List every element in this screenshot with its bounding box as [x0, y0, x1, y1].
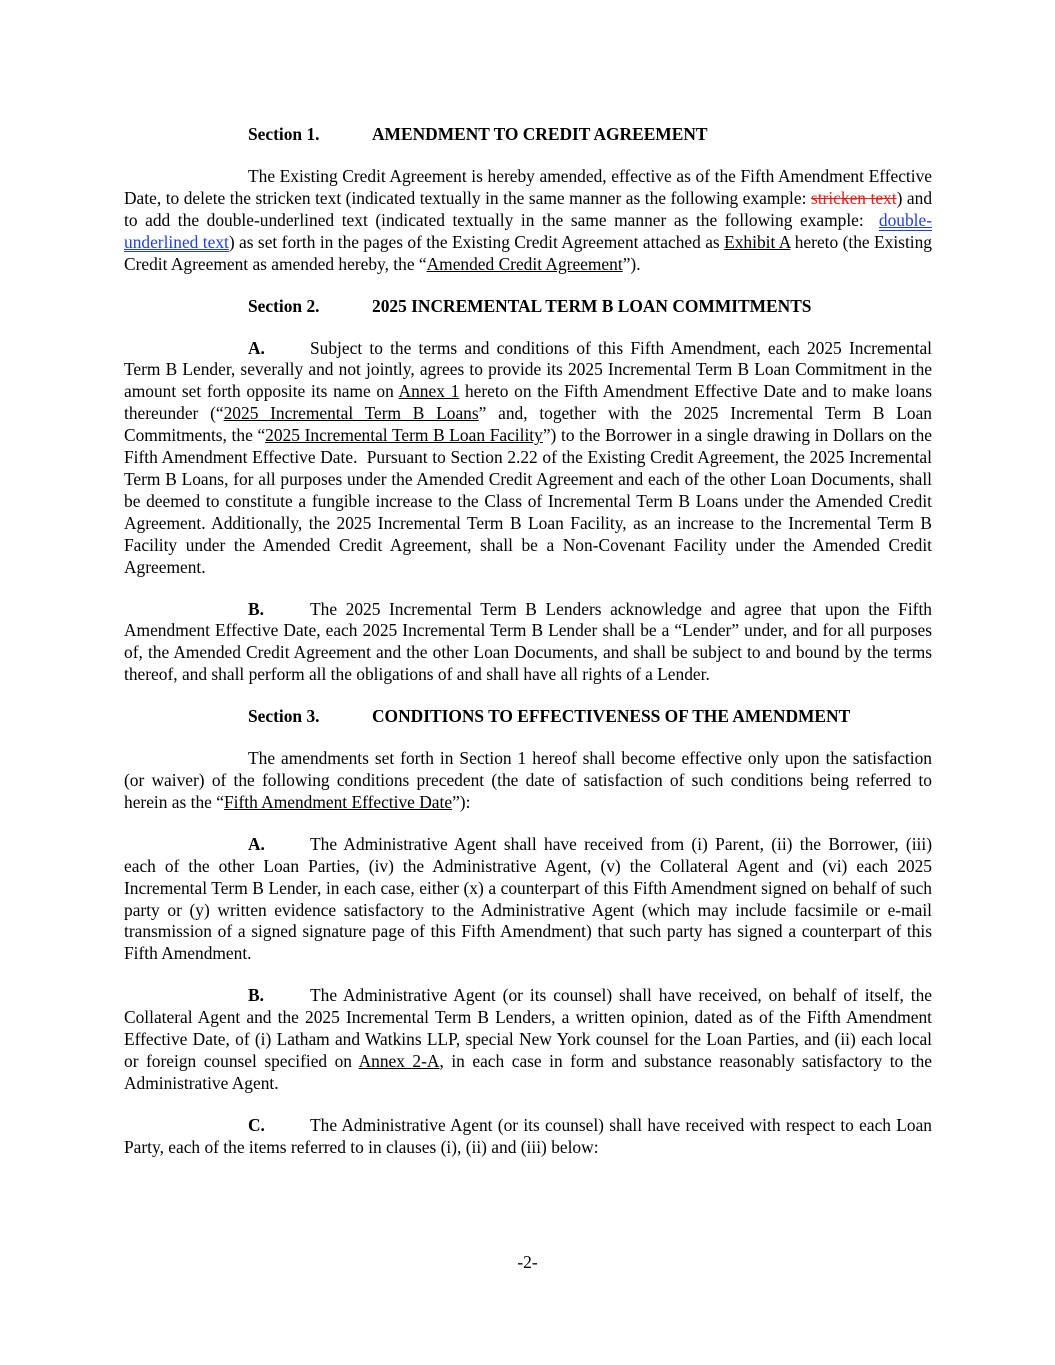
section-3c-text: The Administrative Agent (or its counsel) shall have received with respect to each Loan Party, each of the items referred to in clauses (i), (ii) and (iii) below:: [124, 1114, 932, 1157]
section-2a-text-4: ”) to the Borrower in a single drawing in Dollars on the Fifth Amendment Effective Date. Pursuant to Section 2.22 of the Existing Credit Agreement, the 2025 Incremental Term B Loans, for all purposes under the Amended Credit Agreement and each of the other Loan Documents, shall be deemed to constitute a fungible increase to the Class of Incremental Term B Loans under the Amended Credit Agreement. Additionally, the 2025 Incremental Term B Loan Facility, as an increase to the Incremental Term B Facility under the Amended Credit Agreement, shall be a Non-Covenant Facility under the Amended Credit Agreement.: [124, 425, 937, 577]
page-number: -2-: [517, 1252, 538, 1272]
section-1-text-1: The Existing Credit Agreement is hereby amended, effective as of the Fifth Amendment Effective Date, to delete the stricken text (indicated textually in the same manner as the following example:: [124, 166, 932, 208]
section-3-intro-text-1: The amendments set forth in Section 1 hereof shall become effective only upon the satisfaction (or waiver) of the following conditions precedent (the date of satisfaction of such conditions being referred to herein as the “: [124, 748, 932, 812]
section-2a-text-1: Subject to the terms and conditions of this Fifth Amendment, each 2025 Incremental Term B Lender, severally and not jointly, agrees to provide its 2025 Incremental Term B Loan Commitment in the amount set forth opposite its name on: [124, 337, 932, 402]
section-1-paragraph: [124, 166, 937, 276]
stricken-text-example: stricken text: [810, 187, 897, 208]
clause-label: A.: [248, 337, 265, 358]
section-2-clause-a: [124, 337, 937, 579]
section-3-clause-b: [124, 985, 932, 1095]
document-page: [124, 124, 937, 1159]
section-3-clause-a: [124, 834, 932, 965]
section-3b-text-2: , in each case in form and substance reasonably satisfactory to the Administrative Agent.: [124, 1051, 932, 1093]
incremental-term-b-loan-facility-term: 2025 Incremental Term B Loan Facility: [265, 425, 543, 446]
section-2b-text: The 2025 Incremental Term B Lenders acknowledge and agree that upon the Fifth Amendment Effective Date, each 2025 Incremental Term B Lender shall be a “Lender” under, and for all purposes of, the Amended Credit Agreement and the other Loan Documents, and shall be subject to and bound by the terms thereof, and shall perform all the obligations of and shall have all rights of a Lender.: [124, 598, 932, 685]
section-1-text-3: ) as set forth in the pages of the Existing Credit Agreement attached as: [228, 231, 725, 252]
section-1-number: Section 1.: [248, 124, 320, 144]
section-3b-text-1: The Administrative Agent (or its counsel) shall have received, on behalf of itself, the Collateral Agent and the 2025 Incremental Term B Lenders, a written opinion, dated as of the Fifth Amendment Effective Date, of (i) Latham and Watkins LLP, special New York counsel for the Loan Parties, and (ii) each local or foreign counsel specified on: [124, 985, 932, 1071]
section-1-text-5: ”).: [622, 253, 641, 274]
section-2a-text-2: hereto on the Fifth Amendment Effective Date and to make loans thereunder (“: [124, 381, 932, 424]
section-3-intro-text-2: ”):: [452, 791, 471, 812]
section-2-heading: [124, 296, 932, 318]
section-2-clause-b: [124, 599, 932, 687]
section-1-text-2: ) and to add the double-underlined text (indicated textually in the same manner as the following example:: [124, 187, 937, 230]
exhibit-a-reference: Exhibit A: [724, 231, 791, 252]
section-3-clause-c: [124, 1115, 932, 1159]
clause-label: B.: [248, 985, 264, 1006]
section-3-intro: [124, 748, 932, 814]
section-1-text-4: hereto (the Existing Credit Agreement as amended hereby, the “: [124, 231, 932, 274]
annex-1-reference: Annex 1: [398, 381, 460, 402]
amended-credit-agreement-term: Amended Credit Agreement: [426, 253, 623, 274]
section-1-title: AMENDMENT TO CREDIT AGREEMENT: [372, 124, 708, 144]
section-3a-text: The Administrative Agent shall have received from (i) Parent, (ii) the Borrower, (iii) each of the other Loan Parties, (iv) the Administrative Agent, (v) the Collateral Agent and (vi) each 2025 Incremental Term B Lender, in each case, either (x) a counterpart of this Fifth Amendment signed on behalf of such party or (y) written evidence satisfactory to the Administrative Agent (which may include facsimile or e-mail transmission of a signed signature page of this Fifth Amendment) that such party has signed a counterpart of this Fifth Amendment.: [124, 833, 932, 964]
fifth-amendment-effective-date-term: Fifth Amendment Effective Date: [223, 791, 453, 812]
annex-2a-reference: Annex 2-A: [358, 1051, 440, 1071]
clause-label: A.: [248, 833, 265, 854]
section-3-title: CONDITIONS TO EFFECTIVENESS OF THE AMENDMENT: [372, 706, 851, 727]
clause-label: B.: [248, 598, 264, 619]
section-3-number: Section 3.: [248, 706, 320, 727]
section-3-heading: [124, 706, 932, 728]
double-underlined-text-example[interactable]: double-underlined text: [124, 209, 932, 252]
clause-label: C.: [248, 1114, 265, 1135]
section-2a-text-3: ” and, together with the 2025 Incremental Term B Loan Commitments, the “: [124, 403, 932, 446]
section-2-number: Section 2.: [248, 295, 320, 316]
incremental-term-b-loans-term: 2025 Incremental Term B Loans: [223, 403, 479, 424]
section-1-heading: [124, 124, 932, 146]
section-2-title: 2025 INCREMENTAL TERM B LOAN COMMITMENTS: [372, 295, 812, 316]
